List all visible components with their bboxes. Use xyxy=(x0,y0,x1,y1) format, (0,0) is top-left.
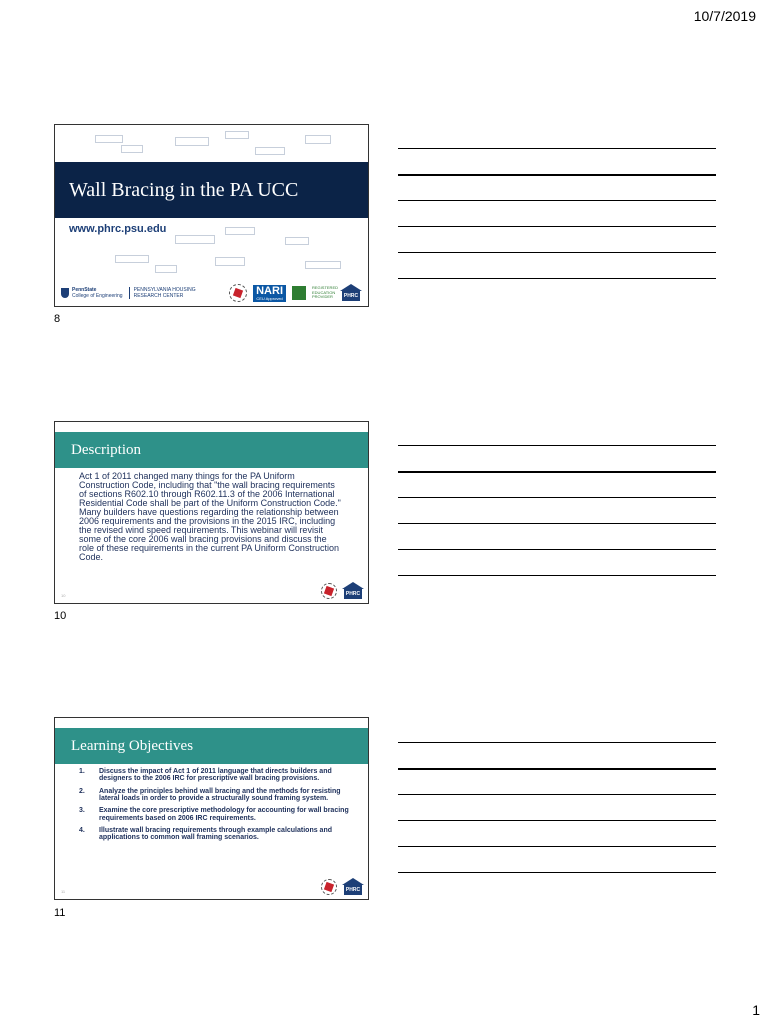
slide-number: 10 xyxy=(54,610,67,622)
nari-logo: NARI CEU Approved xyxy=(253,285,286,302)
notes-lines xyxy=(398,148,716,304)
slide-footer-logos xyxy=(321,582,364,600)
slide-title-text: Wall Bracing in the PA UCC xyxy=(55,162,368,218)
objectives-list xyxy=(79,768,349,847)
seal-icon xyxy=(229,284,247,302)
aia-logo-icon xyxy=(292,286,306,300)
notes-lines xyxy=(398,445,716,601)
list-item: 2. Analyze the principles behind wall bracing and the methods for resisting lateral loads in order to provide a structurally sound framing system. xyxy=(79,787,341,803)
slide-url: www.phrc.psu.edu xyxy=(69,223,167,235)
phrc-house-logo: PHRC xyxy=(342,582,364,600)
print-date: 10/7/2019 xyxy=(693,8,756,24)
logo-row xyxy=(55,280,368,306)
slide-title xyxy=(54,124,369,307)
slide-inner-number: 11 xyxy=(61,889,66,894)
slide-title-text: Description xyxy=(55,432,368,468)
phrc-house-logo: PHRC xyxy=(342,878,364,896)
list-item: 1. Discuss the impact of Act 1 of 2011 language that directs builders and designers to the 2006 IRC for prescriptive wall bracing provisions. xyxy=(79,768,332,783)
slide-inner-number: 10 xyxy=(61,593,66,598)
page-number: 1 xyxy=(752,1002,760,1018)
description-body: Act 1 of 2011 changed many things for the PA Uniform Construction Code, including that "the wall bracing requirements of sections R602.10 through R602.11.3 of the 2006 International Residential Code shall be part of the Uniform Construction Code." Many builders have questions regarding the relationship between 2006 requirements and the provisions in the 2015 IRC, including the revised wind speed requirements. This webinar will revisit some of the core 2006 wall bracing provisions and discuss the role of these requirements in the current PA Uniform Construction Code. xyxy=(79,471,341,562)
seal-icon xyxy=(321,583,337,599)
slide-learning-objectives xyxy=(54,717,369,900)
title-slide-background xyxy=(55,125,368,162)
slide-number: 8 xyxy=(54,313,61,325)
pennstate-logo: PennState College of Engineering xyxy=(61,287,123,299)
slide-number: 11 xyxy=(54,907,66,919)
provider-text: REGISTERED EDUCATION PROVIDER xyxy=(312,284,339,300)
list-item: 4. Illustrate wall bracing requirements through example calculations and applications to common wall framing scenarios. xyxy=(79,827,333,842)
seal-icon xyxy=(321,879,337,895)
list-item: 3. Examine the core prescriptive methodology for accounting for wall bracing requirements based on 2006 IRC requirements. xyxy=(79,807,349,822)
notes-lines xyxy=(398,742,716,898)
slide-footer-logos xyxy=(321,878,364,896)
slide-title-text: Learning Objectives xyxy=(55,728,368,764)
phrc-house-logo: PHRC xyxy=(340,284,362,302)
slide-description xyxy=(54,421,369,604)
phrc-text-logo: PENNSYLVANIA HOUSING RESEARCH CENTER xyxy=(129,287,196,299)
